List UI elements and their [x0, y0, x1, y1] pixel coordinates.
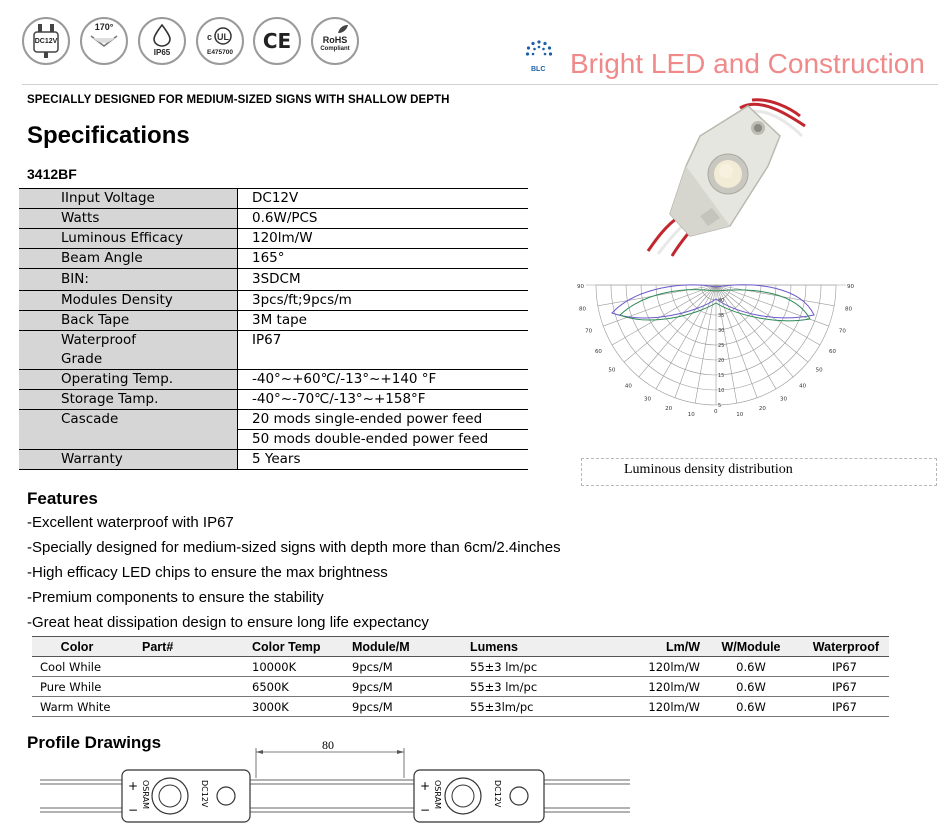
luminous-polar-chart	[577, 273, 857, 433]
spec-row	[19, 291, 528, 311]
badge-dc12v-label: DC12V	[34, 37, 58, 45]
polar-angle-label-bottom: 0	[714, 409, 718, 415]
spec-value: DC12V	[238, 189, 529, 209]
company-logo-text: BLC	[531, 66, 546, 73]
led-module-photo	[640, 96, 810, 256]
polar-angle-label-left: 30	[644, 396, 651, 403]
table-cell: 55±3 lm/pc	[466, 657, 600, 677]
table-cell: 9pcs/M	[352, 697, 466, 717]
table-cell: Warm White	[32, 697, 122, 717]
polar-angle-label-left: 80	[579, 306, 587, 313]
spec-table	[19, 188, 528, 470]
polar-angle-label-right: 30	[780, 396, 787, 403]
polar-radial-label: 40	[718, 298, 725, 304]
profile-heading: Profile Drawings	[27, 733, 162, 752]
spec-value: -40°~-70℃/-13°~+158°F	[238, 390, 529, 410]
table-cell: Cool While	[32, 657, 122, 677]
spec-row	[19, 311, 528, 331]
spec-value: 3M tape	[238, 311, 529, 331]
polar-angle-label-right: 40	[799, 383, 807, 390]
spec-label-line2: Grade	[61, 351, 103, 367]
svg-text:c: c	[207, 32, 213, 42]
table-cell: 120lm/W	[600, 697, 706, 717]
col-header: Module/M	[352, 637, 466, 657]
polar-angle-label-right: 60	[829, 349, 837, 355]
table-cell: IP67	[796, 677, 889, 697]
spec-label: Modules Density	[19, 291, 238, 311]
spec-value: 20 mods single-ended power feed	[238, 410, 529, 430]
profile-drawing	[30, 738, 650, 826]
svg-text:UL: UL	[217, 32, 229, 42]
spec-label-multiline	[19, 331, 238, 370]
table-cell: IP67	[796, 657, 889, 677]
table-cell: 3000K	[252, 697, 352, 717]
polar-radial-label: 5	[718, 403, 722, 409]
company-logo-icon	[522, 38, 556, 68]
polar-radial-label: 15	[718, 373, 725, 379]
polar-angle-label-left: 70	[585, 328, 593, 335]
col-header: W/Module	[706, 637, 796, 657]
col-header: Lumens	[466, 637, 600, 657]
table-cell	[122, 657, 252, 677]
polar-angle-label-right: 70	[838, 328, 846, 335]
polar-angle-label-right: 50	[815, 367, 823, 374]
spec-row	[19, 390, 528, 410]
spec-row	[19, 370, 528, 390]
specifications-heading: Specifications	[27, 122, 190, 149]
col-header: Color	[32, 637, 122, 657]
table-cell: 6500K	[252, 677, 352, 697]
col-header: Waterproof	[796, 637, 889, 657]
header-divider	[22, 84, 938, 85]
polar-radial-label: 25	[718, 343, 725, 349]
spec-value: 0.6W/PCS	[238, 209, 529, 229]
spec-value: 3pcs/ft;9pcs/m	[238, 291, 529, 311]
table-cell: 55±3 lm/pc	[466, 677, 600, 697]
spec-value: IP67	[238, 331, 529, 370]
table-cell	[122, 677, 252, 697]
table-cell: 9pcs/M	[352, 677, 466, 697]
module-brand-text: OSRAM	[433, 780, 442, 809]
spec-row	[19, 269, 528, 291]
leaf-icon	[337, 24, 349, 34]
table-cell: IP67	[796, 697, 889, 717]
module-voltage-text: DC12V	[200, 780, 209, 808]
table-cell: Pure While	[32, 677, 122, 697]
feature-item: -High efficacy LED chips to ensure the max brightness	[27, 564, 388, 581]
water-drop-icon	[152, 24, 172, 46]
spec-label: Watts	[19, 209, 238, 229]
color-table	[32, 636, 889, 717]
table-cell: 55±3lm/pc	[466, 697, 600, 717]
badge-ce	[253, 17, 301, 65]
spec-value: -40°~+60℃/-13°~+140 °F	[238, 370, 529, 390]
table-cell: 0.6W	[706, 657, 796, 677]
badge-ip-label: IP65	[153, 48, 171, 57]
spec-row	[19, 450, 528, 470]
badge-ul-label: E475700	[206, 48, 234, 56]
spec-row	[19, 189, 528, 209]
feature-item: -Excellent waterproof with IP67	[27, 514, 234, 531]
polar-angle-label-left: 10	[687, 412, 695, 419]
table-cell: 120lm/W	[600, 677, 706, 697]
polar-angle-label-left: 90	[577, 284, 584, 290]
badge-dc12v	[22, 17, 70, 65]
table-cell: 0.6W	[706, 697, 796, 717]
badge-ip	[138, 17, 186, 65]
table-cell: 0.6W	[706, 677, 796, 697]
polar-angle-label-left: 40	[624, 383, 632, 390]
polar-angle-label-right: 20	[758, 406, 766, 413]
spec-label: Operating Temp.	[19, 370, 238, 390]
polarity-minus: −	[420, 803, 431, 817]
spec-label: BIN:	[19, 269, 238, 291]
polar-radial-label: 35	[718, 313, 725, 319]
polarity-plus: +	[420, 779, 431, 793]
features-heading: Features	[27, 489, 98, 508]
table-row	[32, 677, 889, 697]
polarity-plus: +	[128, 779, 139, 793]
spec-label: IInput Voltage	[19, 189, 238, 209]
module-voltage-text: DC12V	[493, 780, 502, 808]
feature-item: -Premium components to ensure the stability	[27, 589, 324, 606]
table-cell	[122, 697, 252, 717]
company-name: Bright LED and Construction	[570, 48, 925, 79]
subtitle: SPECIALLY DESIGNED FOR MEDIUM-SIZED SIGNS WITH SHALLOW DEPTH	[27, 94, 450, 106]
polar-angle-label-right: 90	[847, 284, 854, 290]
model-number: 3412BF	[27, 166, 77, 182]
polar-angle-label-left: 50	[608, 367, 616, 374]
polar-angle-label-right: 10	[736, 412, 744, 419]
polar-series-b	[620, 290, 810, 321]
col-header: Color Temp	[252, 637, 352, 657]
badge-rohs	[311, 17, 359, 65]
feature-item: -Specially designed for medium-sized signs with depth more than 6cm/2.4inches	[27, 539, 561, 556]
spec-value-line2: 50 mods double-ended power feed	[238, 430, 529, 450]
spec-row	[19, 249, 528, 269]
badge-ce-label: CE	[262, 29, 292, 53]
table-row	[32, 657, 889, 677]
col-header: Part#	[122, 637, 252, 657]
spec-label: Cascade	[19, 410, 238, 450]
polar-radial-label: 10	[718, 388, 725, 394]
dimension-value: 80	[322, 738, 334, 752]
polar-radial-label: 20	[718, 358, 725, 364]
module-brand-text: OSRAM	[141, 780, 150, 809]
spec-row	[19, 209, 528, 229]
luminous-caption: Luminous density distribution	[624, 462, 793, 477]
dimension-arrow-right	[397, 750, 404, 754]
dimension-arrow-left	[256, 750, 263, 754]
table-cell: 120lm/W	[600, 657, 706, 677]
led-module-drawing-1	[122, 770, 250, 822]
polarity-minus: −	[128, 803, 139, 817]
badge-rohs-label: RoHS	[322, 35, 348, 45]
polar-angle-label-right: 80	[844, 306, 852, 313]
table-cell: 10000K	[252, 657, 352, 677]
spec-row	[19, 410, 528, 430]
spec-row	[19, 229, 528, 249]
polar-radial-label: 30	[718, 328, 725, 334]
badge-angle-label: 170°	[94, 21, 114, 32]
spec-value: 165°	[238, 249, 529, 269]
badge-rohs-sub: Compliant	[320, 46, 350, 52]
spec-label: Storage Tamp.	[19, 390, 238, 410]
beam-angle-icon	[89, 34, 119, 48]
spec-value: 120lm/W	[238, 229, 529, 249]
col-header: Lm/W	[600, 637, 706, 657]
table-cell: 9pcs/M	[352, 657, 466, 677]
feature-item: -Great heat dissipation design to ensure long life expectancy	[27, 614, 429, 631]
spec-value: 3SDCM	[238, 269, 529, 291]
spec-label: Beam Angle	[19, 249, 238, 269]
spec-label: Luminous Efficacy	[19, 229, 238, 249]
badge-angle	[80, 17, 128, 65]
color-table-header	[32, 637, 889, 657]
spec-value: 5 Years	[238, 450, 529, 470]
spec-label: Waterproof	[61, 332, 137, 348]
ul-mark-icon	[206, 26, 236, 46]
spec-row	[19, 331, 528, 370]
spec-label: Back Tape	[19, 311, 238, 331]
polar-angle-label-left: 20	[665, 406, 673, 413]
table-row	[32, 697, 889, 717]
badge-ul	[196, 17, 244, 65]
polar-angle-label-left: 60	[594, 349, 602, 355]
led-module-drawing-2	[414, 770, 544, 822]
spec-label: Warranty	[19, 450, 238, 470]
